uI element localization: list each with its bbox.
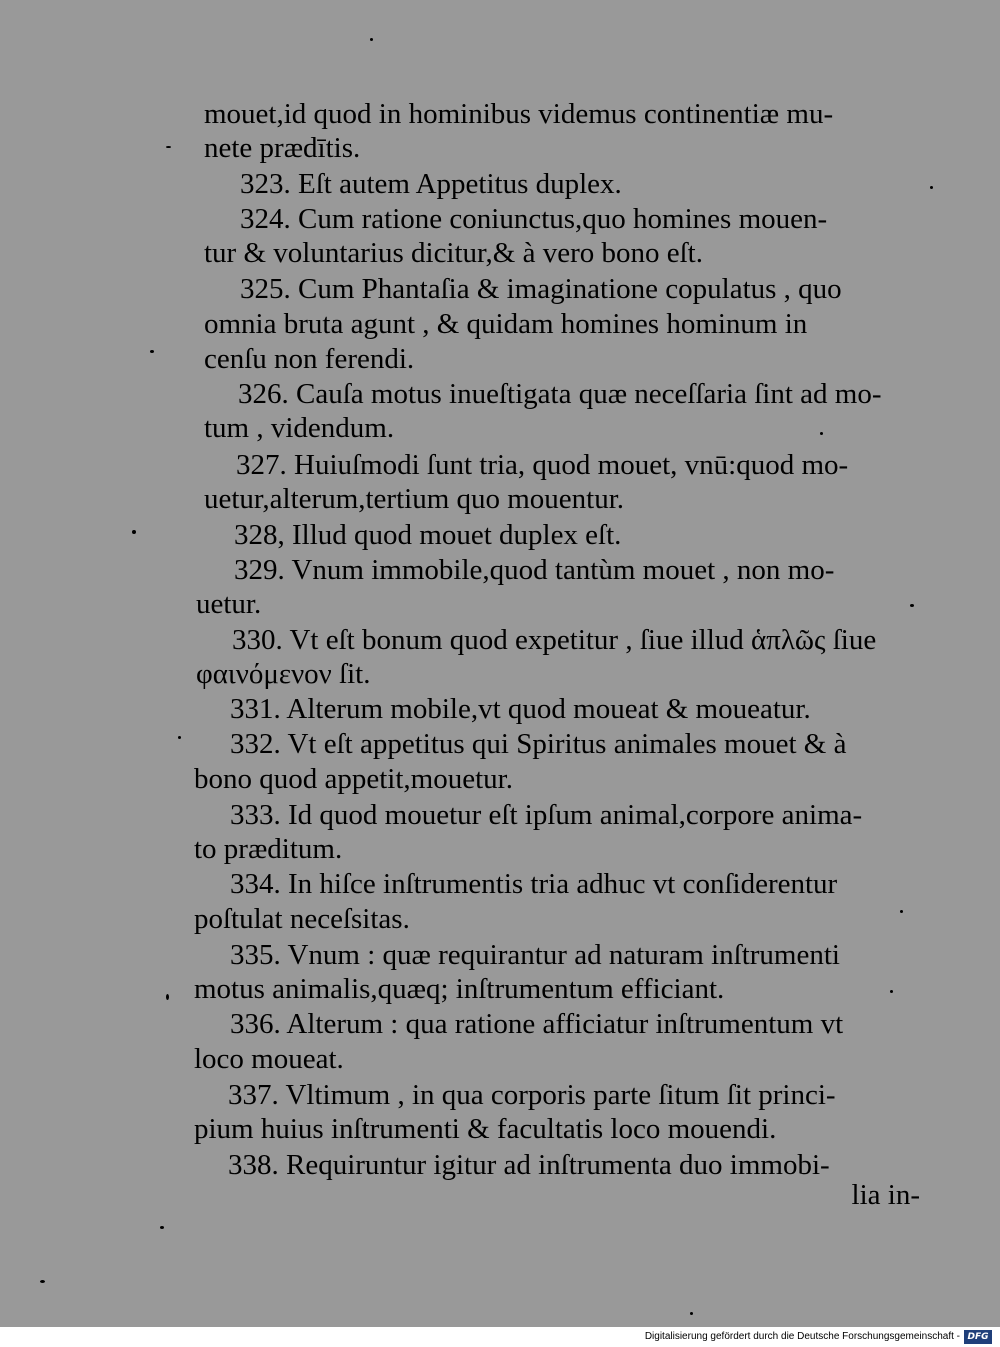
text-line: bono quod appetit,mouetur. [194,763,513,795]
scan-speck [166,994,169,1000]
funding-credit: Digitalisierung gefördert durch die Deutsche Forschungsgemeinschaft - [644,1331,960,1342]
scan-speck [910,604,914,607]
text-line: 333. Id quod mouetur eſt ipſum animal,corpore anima- [230,799,863,831]
text-line: pium huius inſtrumenti & facultatis loco mouendi. [194,1113,777,1145]
text-line: uetur. [196,588,262,620]
text-line: 326. Cauſa motus inueſtigata quæ neceſſaria ſint ad mo- [238,378,882,410]
dfg-logo-icon: DFG [964,1330,992,1344]
text-line: 328, Illud quod mouet duplex eſt. [234,519,622,551]
text-line: tum , videndum. [204,412,395,444]
text-line: 334. In hiſce inſtrumentis tria adhuc vt conſiderentur [230,868,838,900]
text-line: 337. Vltimum , in qua corporis parte ſitum ſit princi- [228,1079,836,1111]
scan-speck [370,38,373,41]
text-line: uetur,alterum,tertium quo mouentur. [204,483,625,515]
text-line: 325. Cum Phantaſia & imaginatione copulatus , quo [240,273,842,305]
text-line: 323. Eſt autem Appetitus duplex. [240,168,622,200]
scan-speck [40,1280,45,1283]
text-line: loco moueat. [194,1043,344,1075]
text-line: motus animalis,quæq; inſtrumentum efficiant. [194,973,725,1005]
text-line: 329. Vnum immobile,quod tantùm mouet , non mo- [234,554,835,586]
text-line: poſtulat neceſsitas. [194,903,410,935]
text-line: 330. Vt eſt bonum quod expetitur , ſiue illud ἁπλῶς ſiue [232,624,877,656]
footer [0,1327,1000,1347]
text-line: 327. Huiuſmodi ſunt tria, quod mouet, vnū:quod mo- [236,449,849,481]
scan-speck [166,146,171,148]
scan-speck [900,910,903,913]
catchword: lia in- [851,1179,920,1211]
text-line: 324. Cum ratione coniunctus,quo homines mouen- [240,203,828,235]
text-line: tur & voluntarius dicitur,& à vero bono eſt. [204,237,703,269]
text-line: cenſu non ferendi. [204,343,415,375]
text-line: omnia bruta agunt , & quidam homines hominum in [204,308,808,340]
scan-speck [178,736,181,739]
text-line: to præditum. [194,833,343,865]
text-line: 338. Requiruntur igitur ad inſtrumenta duo immobi- [228,1149,830,1181]
text-line: mouet,id quod in hominibus videmus continentiæ mu- [204,98,834,130]
text-line: 336. Alterum : qua ratione afficiatur inſtrumentum vt [230,1008,844,1040]
text-line: φαινόμενον ſit. [196,658,371,690]
scan-speck [160,1226,164,1229]
scan-speck [930,186,933,189]
text-line: 335. Vnum : quæ requirantur ad naturam inſtrumenti [230,939,840,971]
scan-speck [890,990,893,993]
text-line: 332. Vt eſt appetitus qui Spiritus animales mouet & à [230,728,847,760]
scan-speck [690,1312,693,1315]
text-line: nete prædītis. [204,132,361,164]
text-line: 331. Alterum mobile,vt quod moueat & moueatur. [230,693,811,725]
scan-speck [132,530,136,534]
scan-speck [820,432,823,435]
scan-speck [150,350,154,353]
